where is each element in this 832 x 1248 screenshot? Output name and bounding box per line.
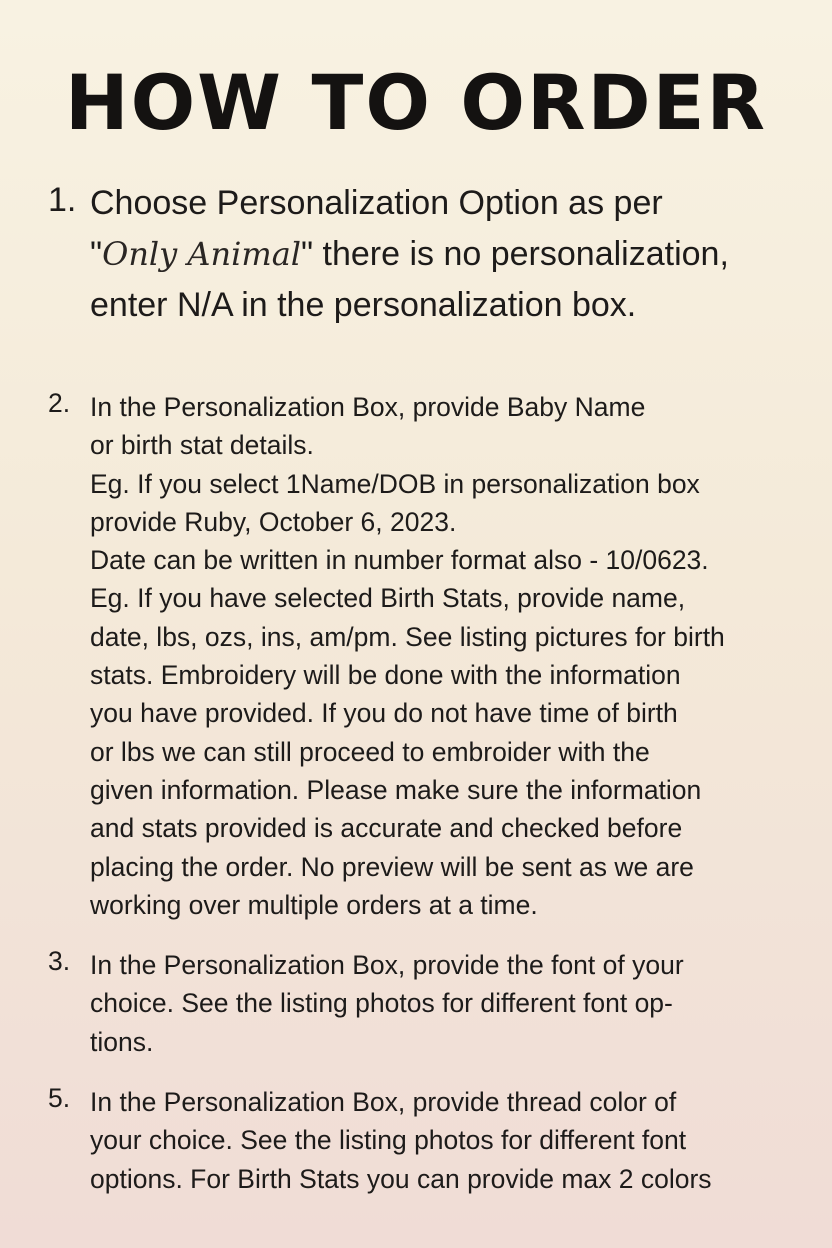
step-line: or birth stat details. (90, 430, 314, 461)
step-text (90, 181, 806, 334)
step-line: or lbs we can still proceed to embroider with the (90, 736, 650, 767)
step-line: stats. Embroidery will be done with the information (90, 660, 681, 691)
step-line: enter N/A in the personalization box. (90, 286, 637, 324)
step-line: Date can be written in number format also - 10/0623. (90, 545, 709, 576)
step-line: you have provided. If you do not have time of birth (90, 698, 678, 729)
step-number: 2. (48, 388, 71, 418)
step-line: In the Personalization Box, provide the font of your (90, 950, 684, 980)
step-text (90, 1083, 806, 1198)
page-title: HOW TO ORDER (64, 58, 768, 147)
step-line: Eg. If you have selected Birth Stats, provide name, (90, 583, 686, 614)
step-line-rest: " there is no personalization, (301, 235, 729, 273)
step-line: Choose Personalization Option as per (90, 184, 663, 222)
step-line: date, lbs, ozs, ins, am/pm. See listing pictures for birth (90, 621, 725, 652)
step-line: provide Ruby, October 6, 2023. (90, 506, 457, 537)
step-line: choice. See the listing photos for different font op- (90, 988, 673, 1019)
step-line: In the Personalization Box, provide Baby Name (90, 392, 646, 422)
step-number: 1. (48, 181, 77, 219)
open-quote: " (90, 235, 103, 273)
step-line: your choice. See the listing photos for different font (90, 1125, 687, 1156)
option-name-script: Only Animal (102, 235, 302, 273)
step-line: tions. (90, 1026, 154, 1057)
step-number: 3. (48, 946, 71, 976)
step-line: placing the order. No preview will be sent as we are (90, 851, 694, 882)
step-text (90, 388, 806, 924)
step-line (90, 232, 806, 283)
step-line: In the Personalization Box, provide thread color of (90, 1087, 677, 1117)
step-line: and stats provided is accurate and checked before (90, 813, 683, 844)
step-line: options. For Birth Stats you can provide max 2 colors (90, 1163, 712, 1194)
step-text (90, 946, 806, 1061)
step-line: given information. Please make sure the information (90, 774, 702, 805)
step-number: 5. (48, 1083, 71, 1113)
step-line: Eg. If you select 1Name/DOB in personalization box (90, 468, 700, 499)
step-line: working over multiple orders at a time. (90, 889, 538, 920)
